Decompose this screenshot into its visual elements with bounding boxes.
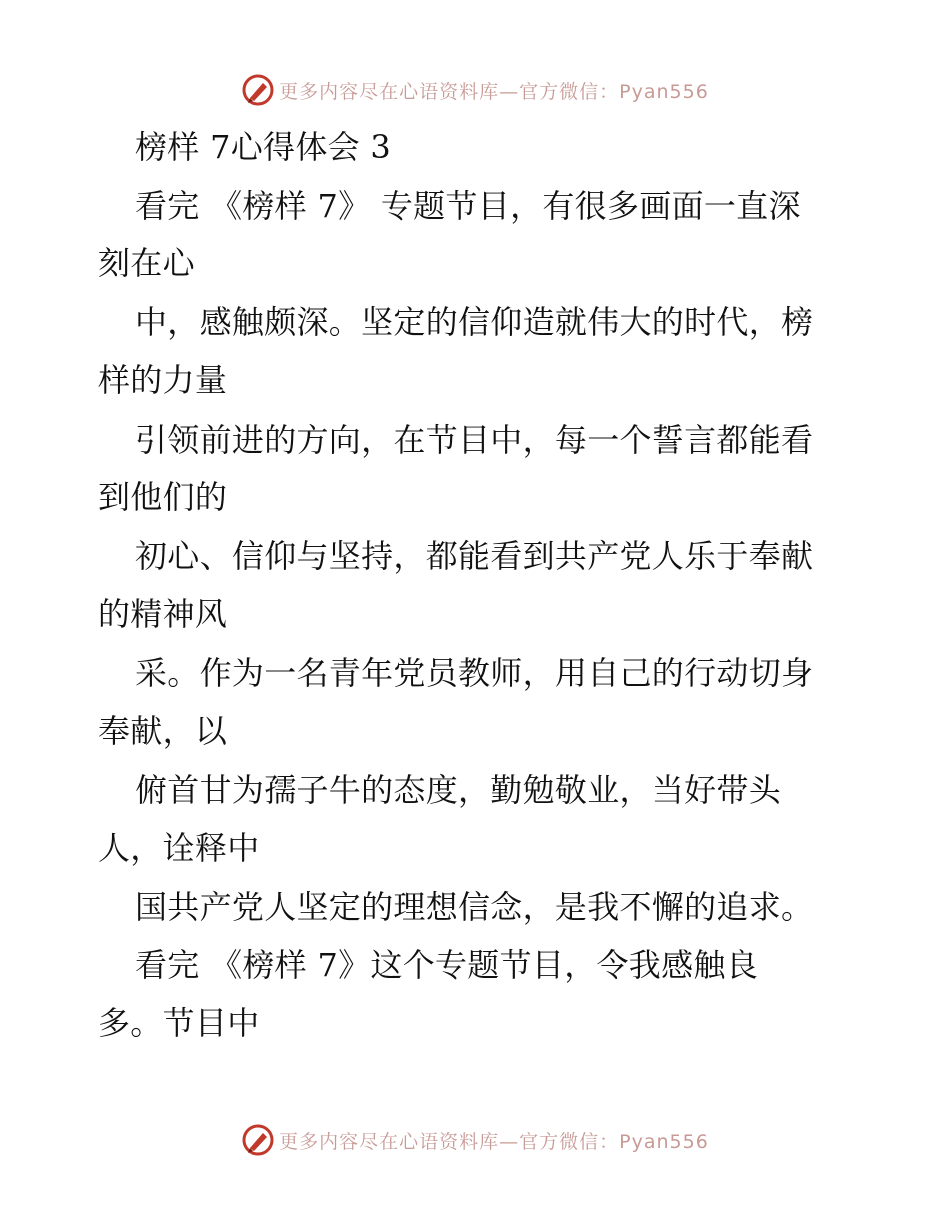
paragraph-line: 多。节目中 bbox=[98, 1004, 260, 1042]
paragraph-line: 到他们的 bbox=[98, 478, 228, 516]
footer-watermark-text: 更多内容尽在心语资料库—官方微信：Pyan556 bbox=[279, 1130, 709, 1153]
paragraph-line: 的精神风 bbox=[98, 595, 228, 633]
paragraph-line: 样的力量 bbox=[98, 361, 228, 399]
pen-logo-icon bbox=[241, 1123, 275, 1157]
paragraph-line: 看完 《榜样 7》这个专题节目，令我感触良 bbox=[135, 946, 759, 984]
paragraph-line: 引领前进的方向，在节目中，每一个誓言都能看 bbox=[135, 421, 814, 459]
pen-logo-icon bbox=[241, 73, 275, 107]
paragraph-line: 国共产党人坚定的理想信念，是我不懈的追求。 bbox=[135, 888, 814, 926]
header-wechat-id: Pyan556 bbox=[619, 80, 709, 103]
header-watermark-text: 更多内容尽在心语资料库—官方微信：Pyan556 bbox=[279, 80, 709, 103]
paragraph-line: 看完 《榜样 7》 专题节目，有很多画面一直深 bbox=[135, 187, 801, 225]
paragraph-line: 人，诠释中 bbox=[98, 829, 260, 867]
paragraph-line: 刻在心 bbox=[98, 244, 195, 282]
footer-wechat-id: Pyan556 bbox=[619, 1130, 709, 1153]
paragraph-line: 奉献，以 bbox=[98, 712, 228, 750]
footer-watermark-banner bbox=[0, 1120, 950, 1160]
document-title: 榜样 7心得体会 3 bbox=[135, 128, 392, 166]
paragraph-line: 中，感触颇深。坚定的信仰造就伟大的时代，榜 bbox=[135, 303, 814, 341]
paragraph-line: 采。作为一名青年党员教师，用自己的行动切身 bbox=[135, 654, 814, 692]
paragraph-line: 俯首甘为孺子牛的态度，勤勉敬业，当好带头 bbox=[135, 771, 782, 809]
paragraph-line: 初心、信仰与坚持，都能看到共产党人乐于奉献 bbox=[135, 537, 814, 575]
header-watermark-banner bbox=[0, 70, 950, 110]
